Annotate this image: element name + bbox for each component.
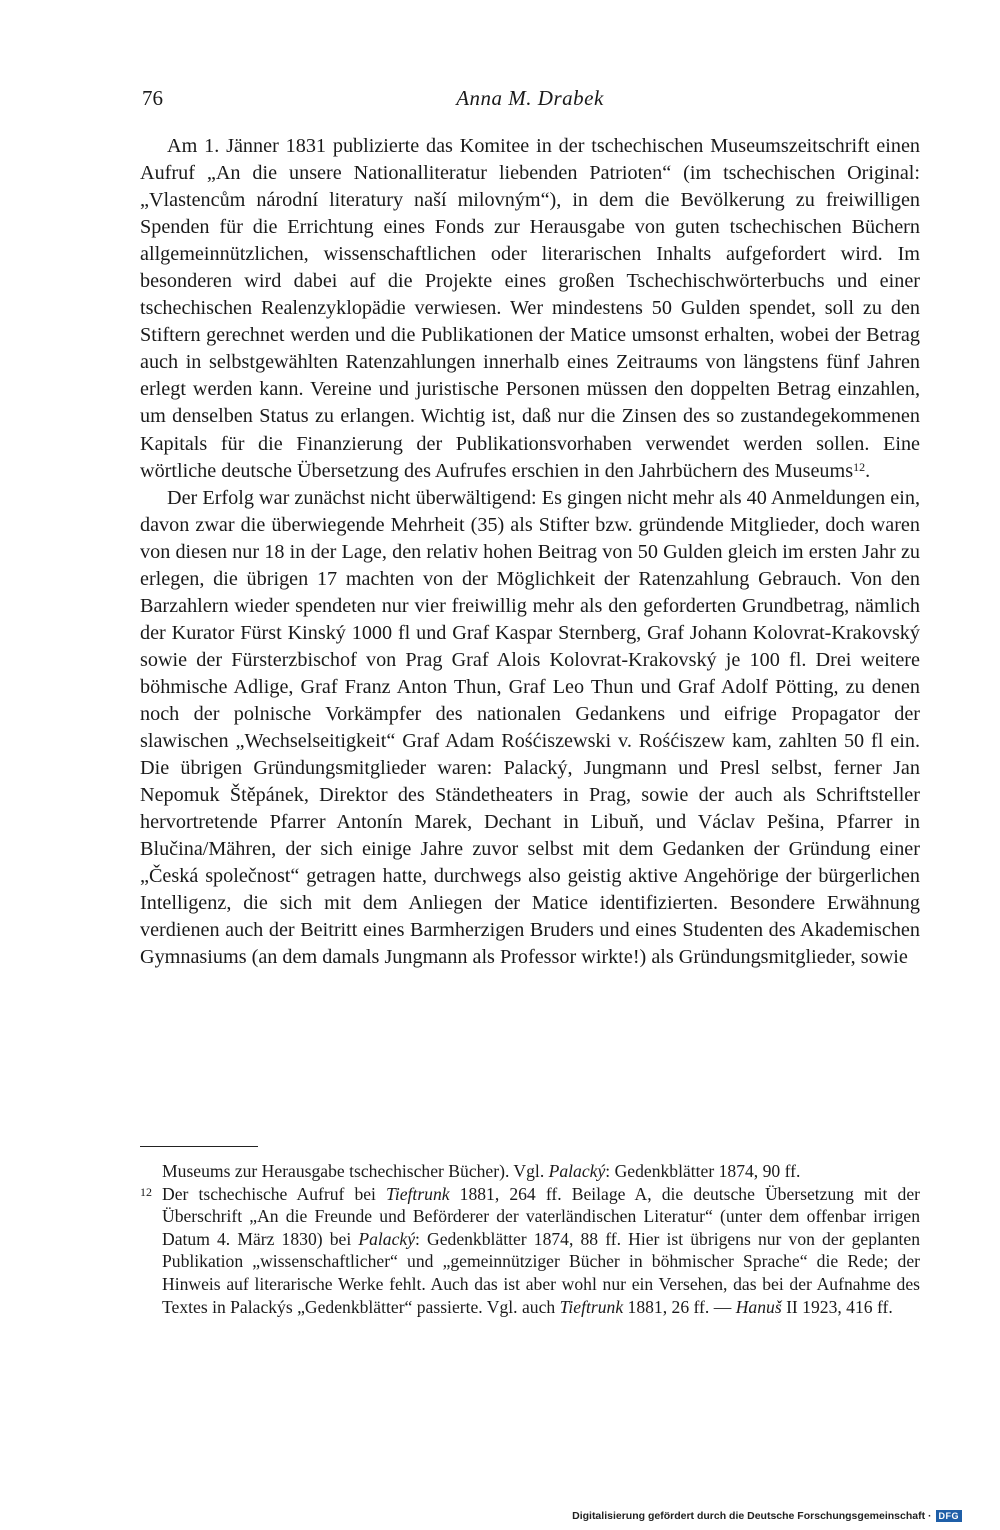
paragraph-end: . bbox=[865, 459, 871, 482]
digitization-credit bbox=[572, 1510, 962, 1522]
footnote-text: Museums zur Herausgabe tschechischer Bücher). Vgl. bbox=[162, 1161, 549, 1181]
paragraph-text: Am 1. Jänner 1831 publizierte das Komitee in der tschechischen Museumszeitschrift einen Aufruf „An die unsere Nationalliteratur liebenden Patrioten“ (im tschechischen Original: „Vlastencům národní literatury naší milovným“), in dem die Bevölkerung zu freiwilligen Spenden für die Errichtung eines Fonds zur Herausgabe von guten tschechischen Büchern allgemeinnützlichen, wissenschaftlichen oder literarischen Inhalts aufgefordert wird. Im besonderen wird dabei auf die Projekte eines großen Tschechischwörterbuchs und einer tschechischen Realenzyklopädie verwiesen. Wer mindestens 50 Gulden spendet, soll zu den Stiftern gerechnet werden und die Publikationen der Matice umsonst erhalten, wobei der Betrag auch in selbstgewählten Ratenzahlungen innerhalb eines Zeitraums von längstens fünf Jahren erlegt werden kann. Vereine und juristische Personen müssen den doppelten Betrag einzahlen, um denselben Status zu erlangen. Wichtig ist, daß nur die Zinsen des so zustandegekommenen Kapitals für die Finanzierung der Publikationsvorhaben verwendet werden sollen. Eine wörtliche deutsche Übersetzung des Aufrufes erschien in den Jahrbüchern des Museums bbox=[140, 135, 920, 482]
paragraph bbox=[140, 133, 920, 485]
paragraph: Der Erfolg war zunächst nicht überwältigend: Es gingen nicht mehr als 40 Anmeldungen ein, davon zwar die überwiegende Mehrheit (35) als Stifter bzw. gründende Mitglieder, doch waren von diesen nur 18 in der Lage, den relativ hohen Beitrag von 50 Gulden gleich im ersten Jahr zu erlegen, die übrigen 17 machten von der Möglichkeit der Ratenzahlung Gebrauch. Von den Barzahlern wieder spendeten nur vier freiwillig mehr als den geforderten Grundbetrag, nämlich der Kurator Fürst Kinský 1000 fl und Graf Kaspar Sternberg, Graf Johann Kolovrat-Krakovský sowie der Fürsterzbischof von Prag Graf Alois Kolovrat-Krakovský je 100 fl. Drei weitere böhmische Adlige, Graf Franz Anton Thun, Graf Leo Thun und Graf Adolf Pötting, zu denen noch der polnische Vorkämpfer des nationalen Gedankens und eifrige Propagator der slawischen „Wechselseitigkeit“ Graf Adam Rośćiszewski v. Rośćiszew kam, zahlten 50 fl ein. Die übrigen Gründungsmitglieder waren: Palacký, Jungmann und Presl selbst, ferner Jan Nepomuk Štěpánek, Direktor des Ständetheaters in Prag, sowie der auch als Schriftsteller hervortretende Pfarrer Antonín Marek, Dechant in Libuň, und Václav Pešina, Pfarrer in Blučina/Mähren, der sich einige Jahre zuvor selbst mit dem Gedanken der Gründung einer „Česká společnost“ getragen hatte, durchwegs also geistig aktive Angehörige der bürgerlichen Intelligenz, die sich mit dem Anliegen der Matice identifizierten. Besondere Erwähnung verdienen auch der Beitritt eines Barmherzigen Bruders und eines Studenten des Akademischen Gymnasiums (an dem damals Jungmann als Professor wirkte!) als Gründungsmitglieder, sowie bbox=[140, 486, 920, 969]
footnote-continuation bbox=[140, 1160, 920, 1183]
author-name: Palacký bbox=[548, 1161, 606, 1181]
author-name: Hanuš bbox=[735, 1296, 782, 1317]
footnote-12 bbox=[140, 1183, 920, 1319]
footnote-reference: 12 bbox=[853, 459, 866, 474]
running-title: Anna M. Drabek bbox=[456, 86, 604, 110]
footnote-divider bbox=[140, 1146, 258, 1147]
author-name: Palacký bbox=[358, 1228, 415, 1249]
page-number: 76 bbox=[142, 86, 163, 110]
credit-text: Digitalisierung gefördert durch die Deutsche Forschungsgemeinschaft · bbox=[572, 1510, 932, 1522]
footnote-text: Der tschechische Aufruf bei bbox=[162, 1183, 387, 1204]
footnote-text: : Gedenkblätter 1874, 88 ff. Hier ist übrigens nur von der geplanten Publikation „wissenschaftlicher“ und „gemeinnütziger Bücher in böhmischer Sprache“ die Rede; der Hinweis auf literarische Werke fehlt. Auch das ist aber wohl nur ein Versehen, das bei der Aufnahme des Textes in Palackýs „Gedenkblätter“ passierte. Vgl. auch bbox=[162, 1228, 921, 1317]
author-name: Tieftrunk bbox=[386, 1183, 450, 1204]
dfg-logo-icon: DFG bbox=[936, 1510, 963, 1522]
main-text bbox=[140, 133, 920, 971]
footnote-text: II 1923, 416 ff. bbox=[781, 1296, 893, 1317]
footnotes bbox=[140, 1160, 920, 1318]
footnote-number: 12 bbox=[140, 1184, 152, 1199]
footnote-text: : Gedenkblätter 1874, 90 ff. bbox=[605, 1161, 801, 1181]
author-name: Tieftrunk bbox=[559, 1296, 624, 1317]
footnote-text: 1881, 264 ff. Beilage A, die deutsche Übersetzung mit der Überschrift „An die Freunde und Beförderer der vaterländischen Literatur“ (unter dem offenbar irrigen Datum 4. März 1830) bei bbox=[162, 1183, 920, 1249]
running-head bbox=[140, 86, 920, 116]
footnote-text: 1881, 26 ff. — bbox=[623, 1296, 736, 1317]
